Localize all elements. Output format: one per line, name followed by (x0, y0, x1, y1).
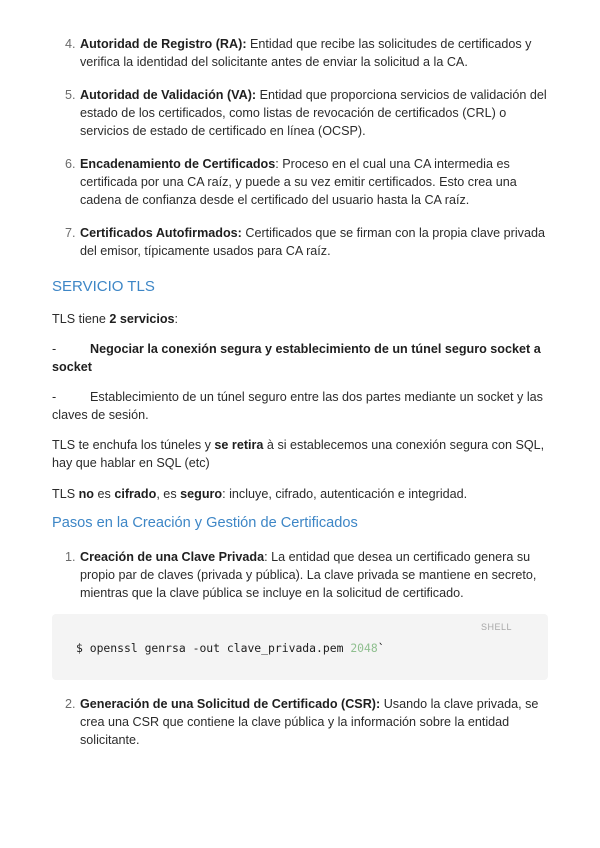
paragraph-text: es (94, 487, 115, 501)
list-text: Entidad que recibe las solicitudes de certificados y verifica la identidad del solicitante antes de enviar la solicitud a la CA. (80, 37, 532, 69)
list-item (52, 548, 548, 602)
list-item (52, 224, 548, 260)
tls-heading: SERVICIO TLS (52, 278, 155, 295)
list-text: Usando la clave privada, se crea una CSR que contiene la clave pública y la información sobre la entidad solicitante. (80, 697, 539, 747)
code-language-label: SHELL (480, 622, 512, 632)
tls-paragraph-2 (52, 485, 548, 503)
list-number: 7. (65, 226, 76, 240)
steps-list-2 (52, 695, 548, 749)
tls-service-1 (52, 340, 548, 376)
ca-components-list (52, 35, 548, 260)
list-term: Generación de una Solicitud de Certificado (CSR): (80, 697, 381, 711)
list-item (52, 155, 548, 209)
list-number: 2. (65, 697, 76, 711)
tls-intro-colon: : (174, 312, 179, 326)
list-term: Autoridad de Registro (RA): (80, 37, 247, 51)
dash-marker: - (52, 342, 57, 356)
list-term: Certificados Autofirmados: (80, 226, 242, 240)
list-text: : Proceso en el cual una CA intermedia es certificada por una CA raíz, y puede a su vez emitir certificados. Esto crea una cadena de confianza desde el certificado del usuario hasta la CA raíz. (80, 157, 517, 207)
tls-service-2 (52, 388, 548, 424)
paragraph-bold: cifrado (114, 487, 157, 501)
list-item (52, 35, 548, 71)
list-text: Certificados que se firman con la propia clave privada del emisor, típicamente usados para CA raíz. (80, 226, 545, 258)
tls-service-2-text: Establecimiento de un túnel seguro entre las dos partes mediante un socket y las claves de sesión. (52, 390, 543, 422)
code-line (76, 639, 385, 657)
code-number: 2048 (350, 641, 378, 655)
tls-intro (52, 310, 548, 328)
tls-intro-text: TLS tiene (52, 312, 110, 326)
steps-list-1 (52, 548, 548, 602)
dash-marker: - (52, 390, 57, 404)
list-number: 4. (65, 37, 76, 51)
list-number: 5. (65, 88, 76, 102)
paragraph-bold: no (78, 487, 94, 501)
list-text: : La entidad que desea un certificado genera su propio par de claves (privada y pública). La clave privada se mantiene en secreto, mientras que la clave pública se incluye en la solicitud de certificado. (80, 550, 537, 600)
paragraph-text: à si establecemos una conexión segura con SQL, hay que hablar en SQL (etc) (52, 438, 545, 470)
tls-intro-bold: 2 servicios (109, 312, 175, 326)
list-term: Creación de una Clave Privada (80, 550, 265, 564)
list-number: 1. (65, 550, 76, 564)
code-block[interactable] (52, 614, 548, 680)
list-term: Autoridad de Validación (VA): (80, 88, 257, 102)
list-item (52, 86, 548, 140)
list-number: 6. (65, 157, 76, 171)
paragraph-bold: seguro (180, 487, 223, 501)
paragraph-text: TLS (52, 487, 79, 501)
paragraph-bold: se retira (214, 438, 264, 452)
paragraph-text: , es (156, 487, 181, 501)
tls-paragraph-1 (52, 436, 548, 472)
steps-heading: Pasos en la Creación y Gestión de Certificados (52, 515, 358, 531)
code-command: $ openssl genrsa -out clave_privada.pem (76, 641, 351, 655)
list-text: Entidad que proporciona servicios de validación del estado de los certificados, como listas de revocación de certificados (CRL) o servicios de estado de certificado en línea (OCSP). (80, 88, 547, 138)
code-tail: ` (377, 641, 385, 655)
list-item (52, 695, 548, 749)
list-term: Encadenamiento de Certificados (80, 157, 276, 171)
paragraph-text: TLS te enchufa los túneles y (52, 438, 215, 452)
tls-service-1-text: Negociar la conexión segura y establecimiento de un túnel seguro socket a socket (52, 342, 541, 374)
paragraph-text: : incluye, cifrado, autenticación e integridad. (222, 487, 468, 501)
